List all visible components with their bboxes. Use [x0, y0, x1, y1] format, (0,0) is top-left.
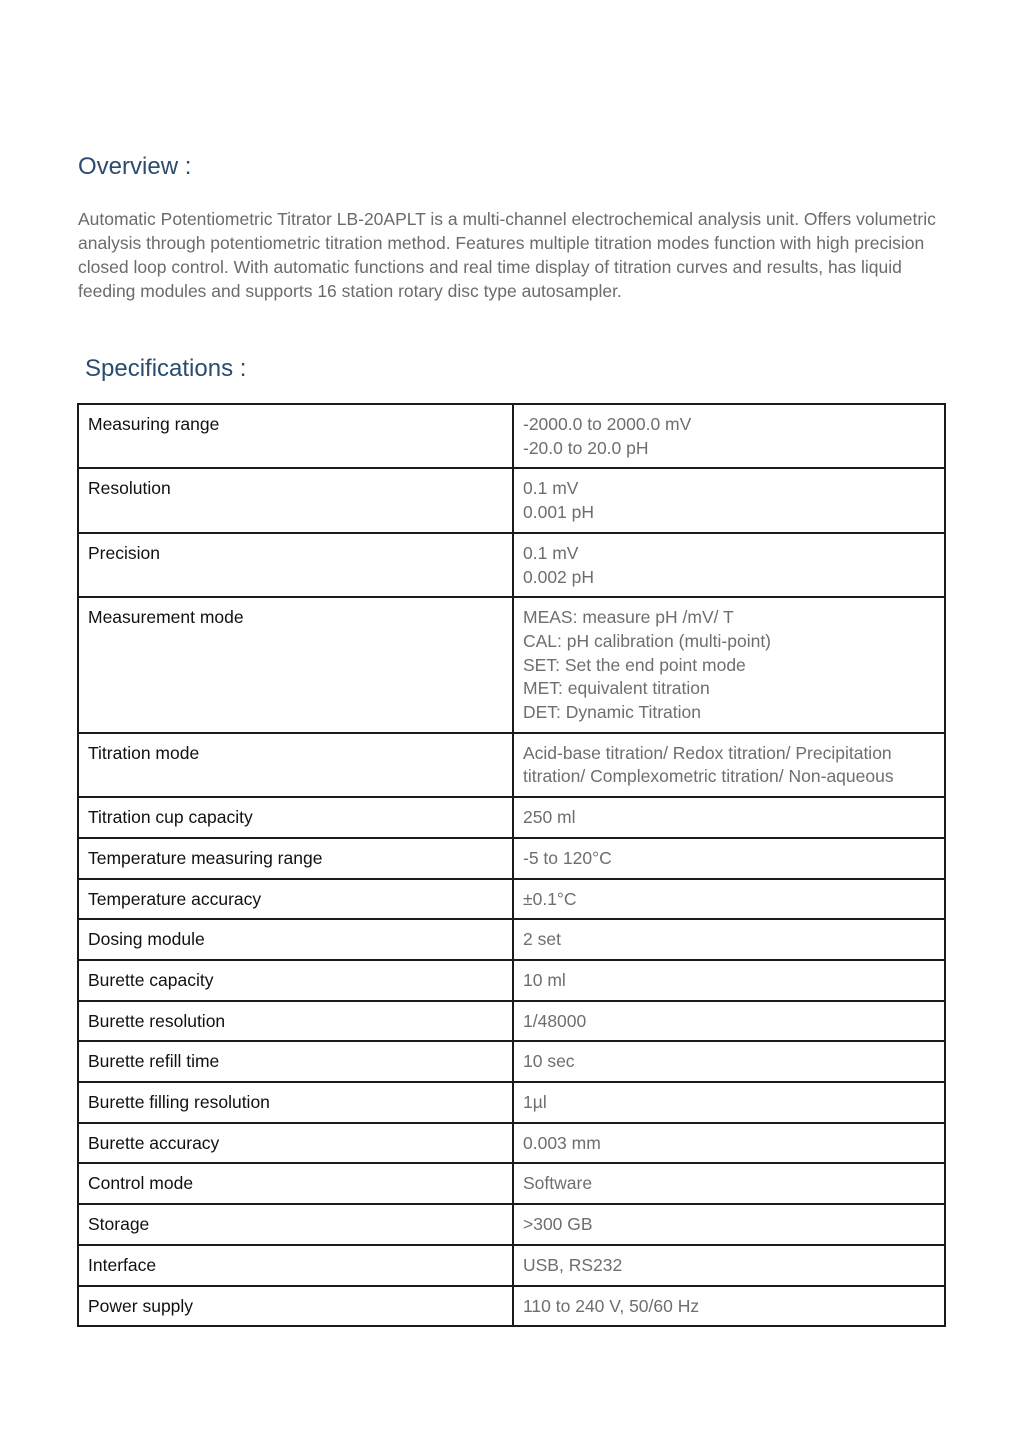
table-row [78, 1245, 945, 1286]
spec-value-line: -2000.0 to 2000.0 mV [523, 414, 692, 434]
spec-value [513, 1082, 945, 1123]
table-row [78, 733, 945, 797]
table-row [78, 1041, 945, 1082]
spec-label: Storage [78, 1204, 513, 1245]
spec-label: Dosing module [78, 919, 513, 960]
table-row [78, 404, 945, 468]
spec-label: Burette refill time [78, 1041, 513, 1082]
table-row [78, 1204, 945, 1245]
spec-label: Measurement mode [78, 597, 513, 733]
spec-value [513, 960, 945, 1001]
spec-value-line: 10 ml [523, 969, 566, 990]
spec-value [513, 879, 945, 920]
overview-paragraph: Automatic Potentiometric Titrator LB-20APLT is a multi-channel electrochemical analysis unit. Offers volumetric analysis through potentiometric titration method. Features multiple titration modes function with high precision closed loop control. With automatic functions and real time display of titration curves and results, has liquid feeding modules and supports 16 station rotary disc type autosampler. [78, 209, 936, 301]
spec-value [513, 533, 945, 597]
spec-label: Power supply [78, 1286, 513, 1327]
spec-value-line: Acid-base titration/ Redox titration/ Precipitation titration/ Complexometric titration/ Non-aqueous [523, 742, 894, 787]
spec-value-line: -5 to 120°C [523, 847, 612, 868]
specifications-table [77, 403, 946, 1327]
spec-label: Precision [78, 533, 513, 597]
spec-value-line: 1/48000 [523, 1010, 587, 1031]
spec-value [513, 1123, 945, 1164]
spec-value [513, 1204, 945, 1245]
spec-value-line: CAL: pH calibration (multi-point) [523, 630, 772, 651]
spec-value-line: 0.003 mm [523, 1132, 601, 1153]
spec-label: Titration cup capacity [78, 797, 513, 838]
spec-value-line: 110 to 240 V, 50/60 Hz [523, 1295, 700, 1316]
spec-value [513, 1245, 945, 1286]
spec-label: Titration mode [78, 733, 513, 797]
spec-value [513, 1041, 945, 1082]
table-row [78, 1163, 945, 1204]
spec-value-line: -20.0 to 20.0 pH [523, 437, 649, 458]
table-row [78, 597, 945, 733]
specifications-table-body [78, 404, 945, 1326]
spec-value-line: SET: Set the end point mode [523, 654, 746, 675]
table-row [78, 879, 945, 920]
spec-value-line: Software [523, 1173, 593, 1194]
table-row [78, 919, 945, 960]
table-row [78, 533, 945, 597]
spec-value-line: DET: Dynamic Titration [523, 702, 701, 723]
spec-label: Resolution [78, 468, 513, 532]
overview-heading: Overview : [78, 153, 192, 180]
spec-value [513, 797, 945, 838]
spec-value-line: 0.1 mV [523, 542, 579, 563]
spec-value [513, 468, 945, 532]
spec-value-line: 10 sec [523, 1051, 575, 1072]
table-row [78, 1082, 945, 1123]
spec-label: Burette filling resolution [78, 1082, 513, 1123]
spec-value [513, 919, 945, 960]
table-row [78, 1286, 945, 1327]
spec-label: Burette resolution [78, 1001, 513, 1042]
spec-value-line: ±0.1°C [523, 888, 577, 909]
spec-value [513, 404, 945, 468]
spec-value-line: >300 GB [523, 1214, 593, 1235]
table-row [78, 1001, 945, 1042]
spec-label: Burette capacity [78, 960, 513, 1001]
spec-label: Temperature accuracy [78, 879, 513, 920]
spec-label: Burette accuracy [78, 1123, 513, 1164]
spec-value-line: USB, RS232 [523, 1254, 623, 1275]
table-row [78, 960, 945, 1001]
spec-value-line: 0.002 pH [523, 566, 595, 587]
spec-label: Interface [78, 1245, 513, 1286]
table-row [78, 468, 945, 532]
spec-value [513, 838, 945, 879]
spec-value [513, 1286, 945, 1327]
spec-value [513, 733, 945, 797]
spec-label: Measuring range [78, 404, 513, 468]
table-row [78, 797, 945, 838]
spec-value-line: 0.001 pH [523, 502, 595, 523]
spec-value [513, 597, 945, 733]
table-row [78, 838, 945, 879]
spec-value-line: MEAS: measure pH /mV/ T [523, 607, 734, 628]
spec-value-line: 0.1 mV [523, 478, 579, 499]
spec-value-line: 1µl [523, 1092, 547, 1113]
spec-value [513, 1001, 945, 1042]
spec-value-line: 2 set [523, 929, 561, 950]
spec-value-line: MET: equivalent titration [523, 678, 710, 699]
specifications-heading: Specifications : [85, 355, 247, 382]
spec-value-line: 250 ml [523, 807, 576, 828]
spec-label: Control mode [78, 1163, 513, 1204]
spec-label: Temperature measuring range [78, 838, 513, 879]
spec-value [513, 1163, 945, 1204]
table-row [78, 1123, 945, 1164]
